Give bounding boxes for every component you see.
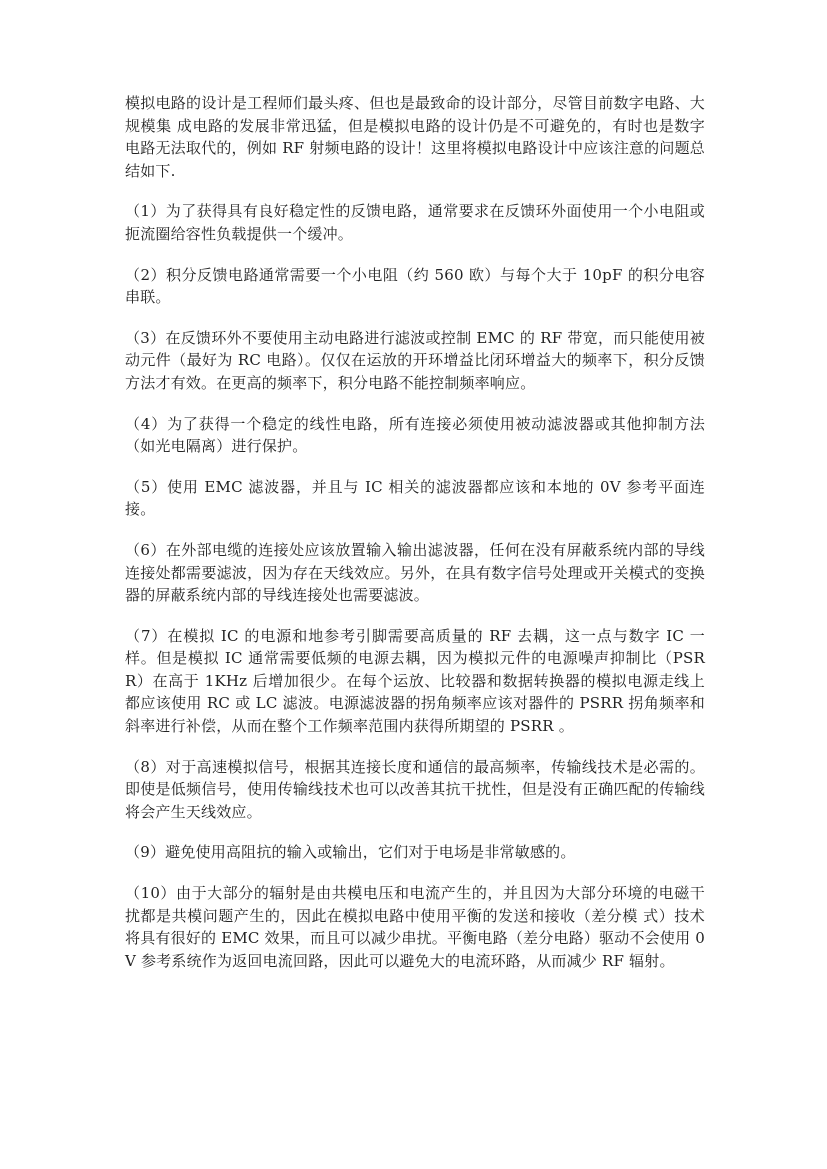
document-page — [125, 92, 705, 990]
item-8-paragraph: （8）对于高速模拟信号，根据其连接长度和通信的最高频率，传输线技术是必需的。即使是低频信号，使用传输线技术也可以改善其抗干扰性，但是没有正确匹配的传输线将会产生天线效应。 — [125, 757, 705, 821]
item-2-paragraph: （2）积分反馈电路通常需要一个小电阻（约 560 欧）与每个大于 10pF 的积分电容串联。 — [125, 265, 705, 307]
item-4-paragraph: （4）为了获得一个稳定的线性电路，所有连接必须使用被动滤波器或其他抑制方法（如光电隔离）进行保护。 — [125, 414, 705, 456]
item-1-paragraph: （1）为了获得具有良好稳定性的反馈电路，通常要求在反馈环外面使用一个小电阻或扼流圈给容性负载提供一个缓冲。 — [125, 202, 705, 243]
item-3-paragraph: （3）在反馈环外不要使用主动电路进行滤波或控制 EMC 的 RF 带宽，而只能使用被动元件（最好为 RC 电路）。仅仅在运放的开环增益比闭环增益大的频率下，积分反馈方法才有效。在更高的频率下，积分电路不能控制频率响应。 — [125, 328, 705, 392]
item-5-paragraph: （5）使用 EMC 滤波器，并且与 IC 相关的滤波器都应该和本地的 0V 参考平面连接。 — [125, 477, 705, 519]
item-9-paragraph: （9）避免使用高阻抗的输入或输出，它们对于电场是非常敏感的。 — [125, 843, 576, 862]
intro-paragraph: 模拟电路的设计是工程师们最头疼、但也是最致命的设计部分，尽管目前数字电路、大规模集 成电路的发展非常迅猛，但是模拟电路的设计仍是不可避免的，有时也是数字电路无法取代的，例如 RF 射频电路的设计！这里将模拟电路设计中应该注意的问题总结如下. — [125, 94, 705, 180]
item-7-paragraph: （7）在模拟 IC 的电源和地参考引脚需要高质量的 RF 去耦，这一点与数字 IC 一样。但是模拟 IC 通常需要低频的电源去耦，因为模拟元件的电源噪声抑制比（PSRR）在高于 1KHz 后增加很少。在每个运放、比较器和数据转换器的模拟电源走线上都应该使用 RC 或 LC 滤波。电源滤波器的拐角频率应该对器件的 PSRR 拐角频率和斜率进行补偿，从而在整个工作频率范围内获得所期望的 PSRR 。 — [125, 626, 705, 736]
item-6-paragraph: （6）在外部电缆的连接处应该放置输入输出滤波器，任何在没有屏蔽系统内部的导线连接处都需要滤波，因为存在天线效应。另外，在具有数字信号处理或开关模式的变换器的屏蔽系统内部的导线连接处也需要滤波。 — [125, 540, 705, 605]
item-10-paragraph: （10）由于大部分的辐射是由共模电压和电流产生的，并且因为大部分环境的电磁干扰都是共模问题产生的，因此在模拟电路中使用平衡的发送和接收（差分模 式）技术将具有很好的 EMC 效果，而且可以减少串扰。平衡电路（差分电路）驱动不会使用 0V 参考系统作为返回电流回路，因此可以避免大的电流环路，从而减少 RF 辐射。 — [125, 884, 705, 970]
